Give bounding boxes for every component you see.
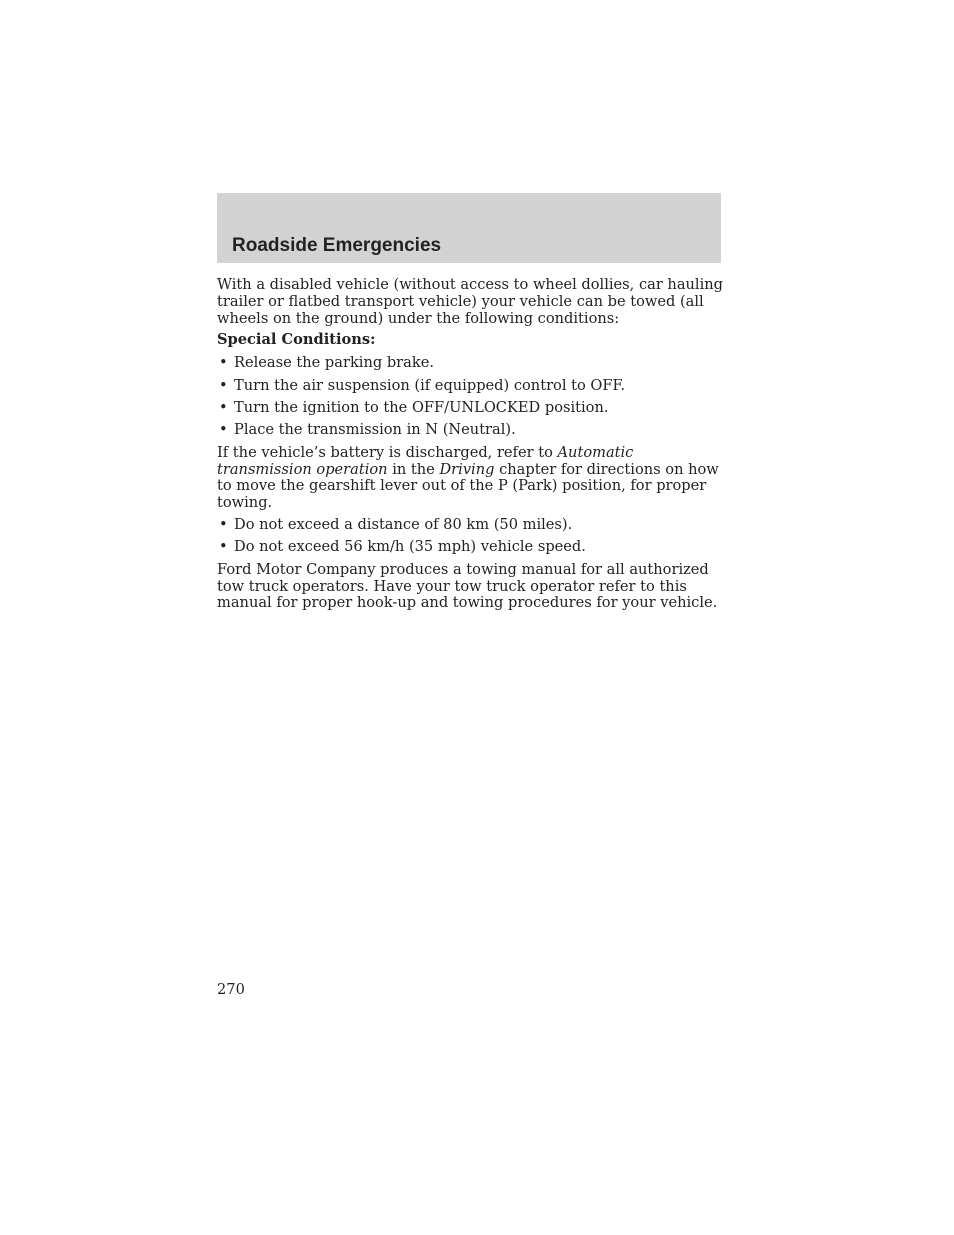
bullet-icon: • (219, 515, 228, 533)
bullet-icon: • (219, 398, 228, 416)
closing-paragraph: Ford Motor Company produces a towing manual for all authorized tow truck operators. Have your tow truck operator refer to this manual for proper hook-up and towing procedures for your vehicle. (217, 560, 718, 612)
battery-note-paragraph (217, 445, 723, 512)
list-item-text: Do not exceed 56 km/h (35 mph) vehicle speed. (234, 538, 586, 556)
page-number: 270 (217, 981, 245, 998)
list-item (217, 422, 723, 439)
battery-note-text: in the (387, 460, 440, 478)
section-title: Roadside Emergencies (232, 235, 442, 256)
bullet-icon: • (219, 538, 228, 556)
bullet-icon: • (219, 376, 228, 394)
bullet-icon: • (219, 354, 228, 372)
list-item-text: Place the transmission in N (Neutral). (234, 421, 516, 439)
list-item (217, 355, 723, 372)
battery-note-text: If the vehicle’s battery is discharged, refer to (217, 443, 558, 461)
battery-note-text: chapter for directions on how to move the gearshift lever out of the P (Park) position, for proper towing. (217, 460, 719, 512)
special-conditions-list (217, 355, 723, 439)
list-item (217, 539, 723, 556)
list-item (217, 517, 723, 534)
section-header-band (217, 193, 721, 263)
special-conditions-heading: Special Conditions: (217, 331, 376, 349)
page-content (217, 277, 723, 617)
list-item-text: Release the parking brake. (234, 354, 434, 372)
list-item-text: Turn the air suspension (if equipped) control to OFF. (234, 376, 626, 394)
automatic-transmission-reference: Automatic transmission operation (217, 443, 634, 478)
intro-paragraph: With a disabled vehicle (without access to wheel dollies, car hauling trailer or flatbed transport vehicle) your vehicle can be towed (all wheels on the ground) under the following conditions: (217, 276, 724, 327)
list-item (217, 378, 723, 395)
driving-chapter-reference: Driving (439, 460, 495, 478)
bullet-icon: • (219, 421, 228, 439)
list-item-text: Do not exceed a distance of 80 km (50 miles). (234, 515, 573, 533)
list-item (217, 400, 723, 417)
towing-limits-list (217, 517, 723, 556)
list-item-text: Turn the ignition to the OFF/UNLOCKED position. (234, 398, 609, 416)
